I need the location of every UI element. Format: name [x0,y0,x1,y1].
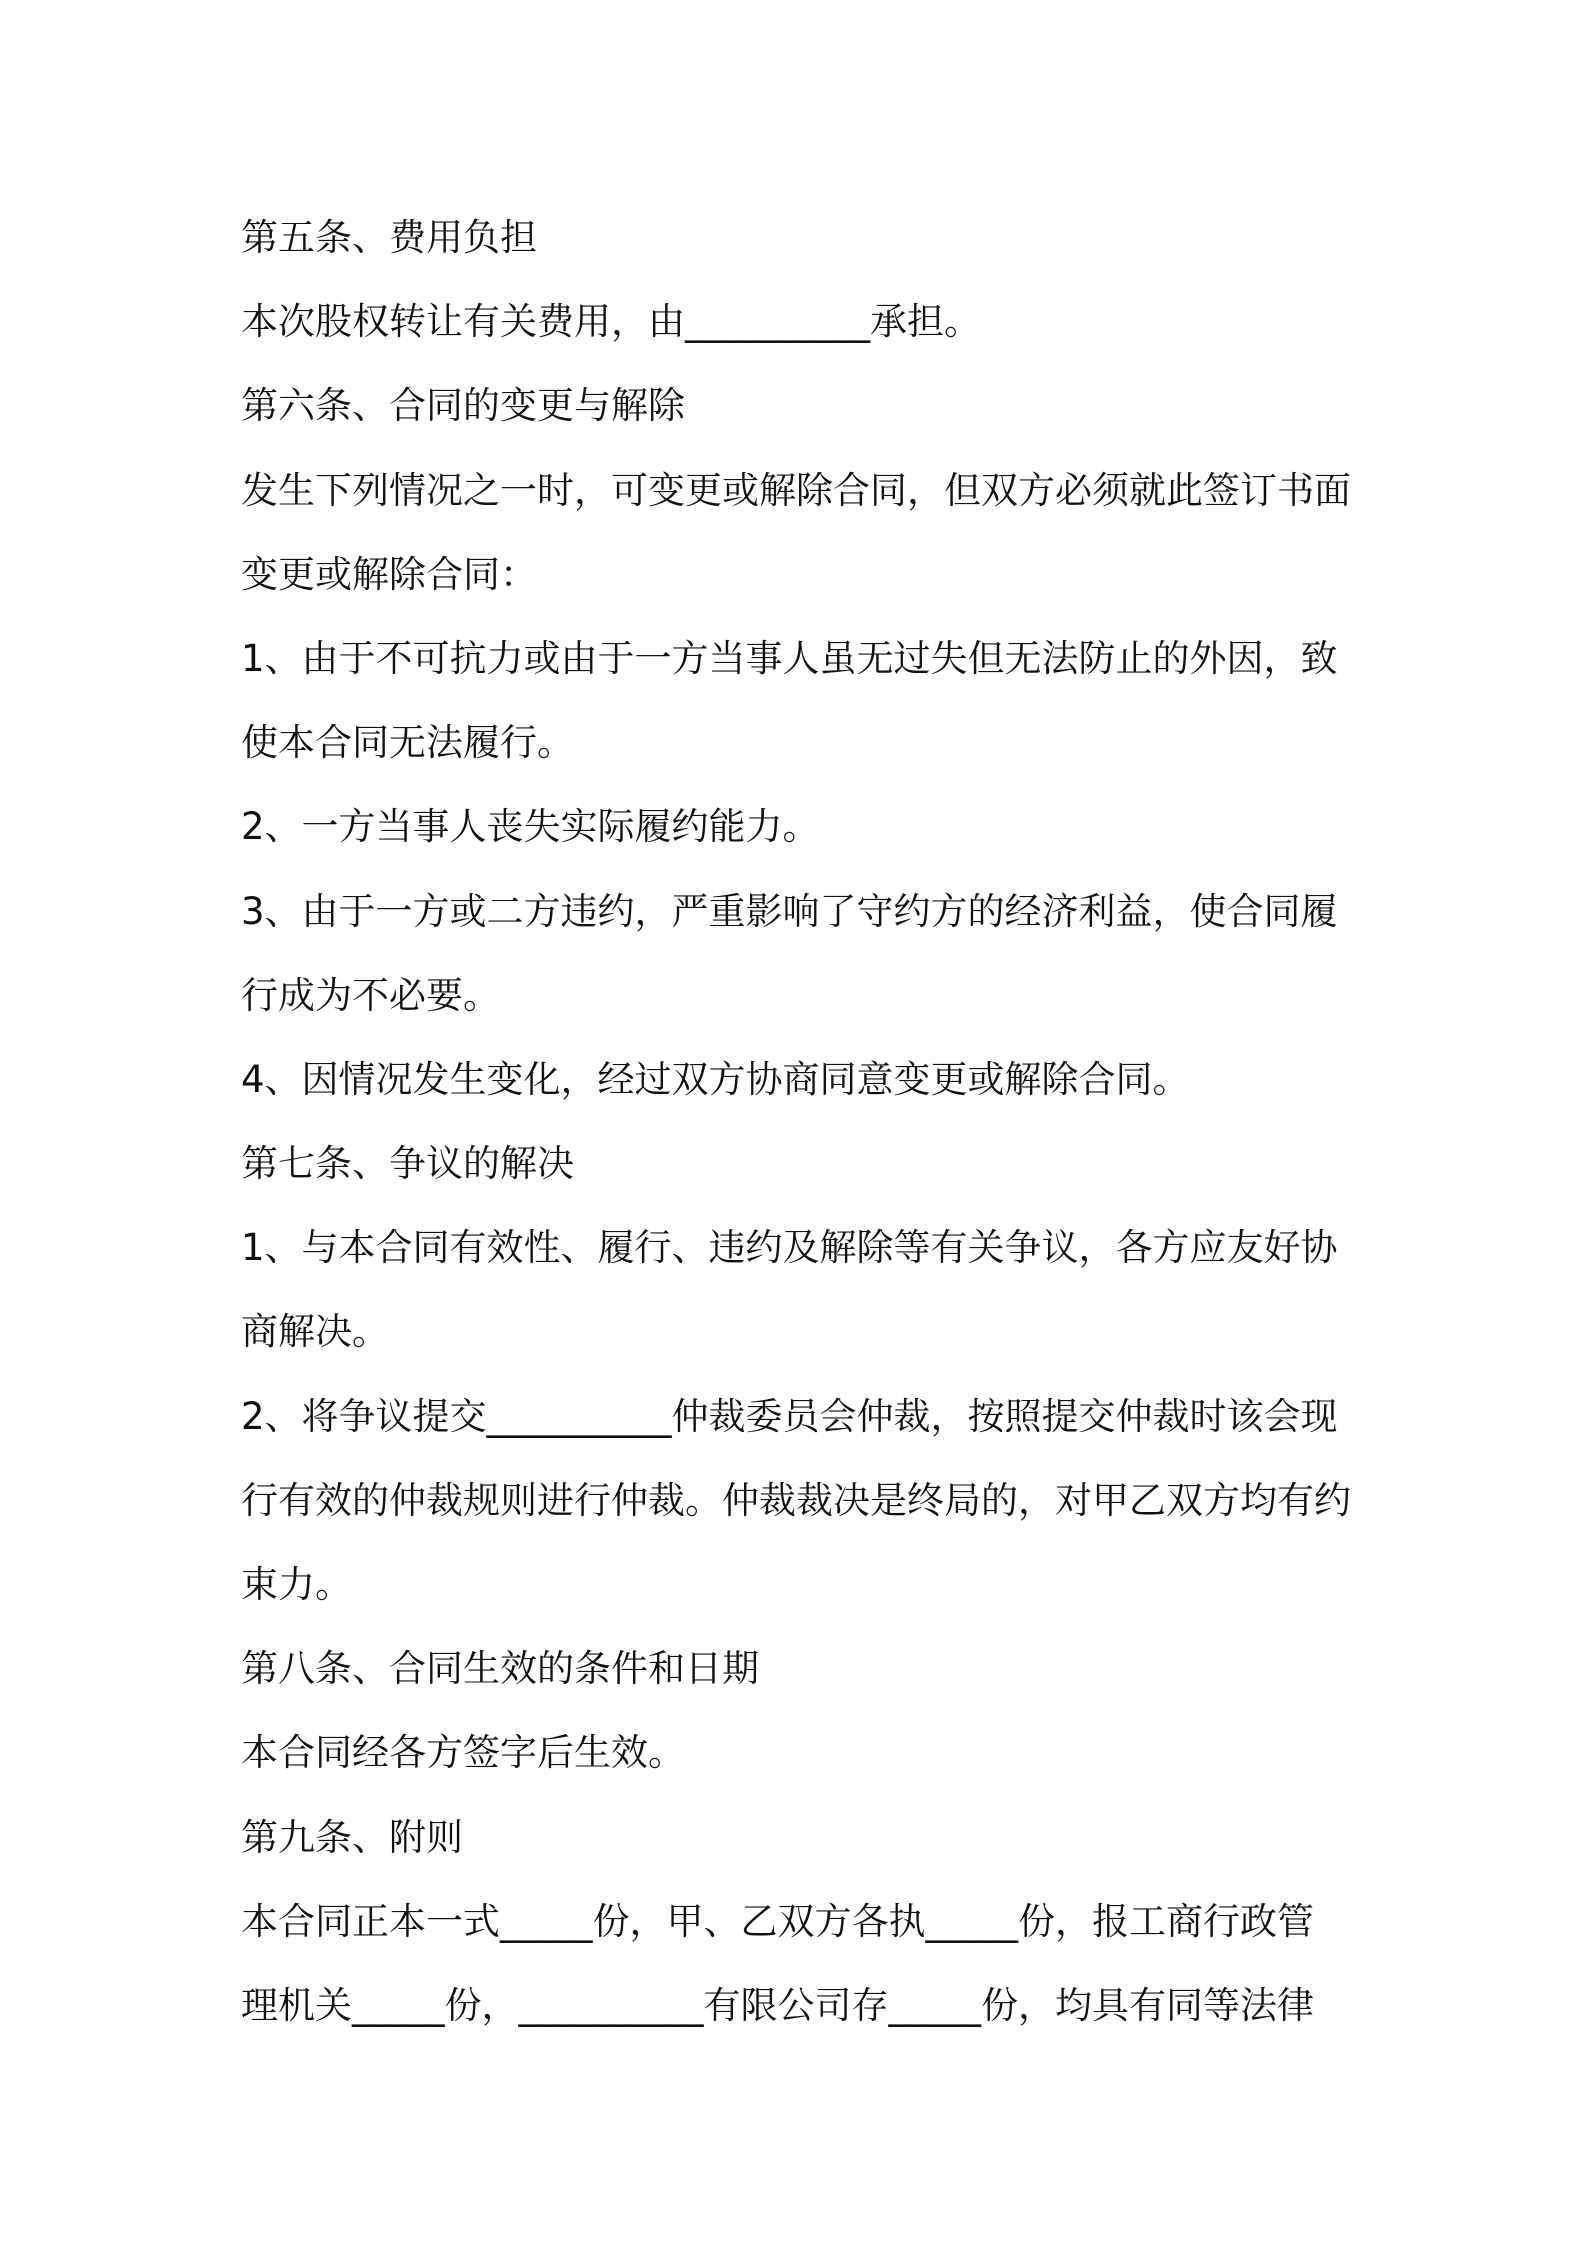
section-6-heading: 第六条、合同的变更与解除 [241,384,685,428]
paragraph-line: 本合同正本一式_____份，甲、乙双方各执_____份，报工商行政管 [241,1899,1314,1943]
paragraph-line: 束力。 [241,1563,352,1606]
paragraph-line: 理机关_____份，__________有限公司存_____份，均具有同等法律 [241,1983,1314,2027]
paragraph-line: 2、一方当事人丧失实际履约能力。 [241,805,820,849]
paragraph-line: 1、与本合同有效性、履行、违约及解除等有关争议，各方应友好协 [241,1226,1338,1270]
section-7-heading: 第七条、争议的解决 [241,1142,574,1186]
paragraph-line: 发生下列情况之一时，可变更或解除合同，但双方必须就此签订书面 [241,468,1351,512]
section-8-heading: 第八条、合同生效的条件和日期 [241,1647,759,1691]
paragraph-line: 3、由于一方或二方违约，严重影响了守约方的经济利益，使合同履 [241,889,1338,933]
paragraph-line: 行成为不必要。 [241,973,500,1017]
paragraph-line: 行有效的仲裁规则进行仲裁。仲裁裁决是终局的，对甲乙双方均有约 [241,1478,1351,1522]
paragraph-line: 使本合同无法履行。 [241,721,574,765]
paragraph-line: 变更或解除合同： [241,552,537,596]
paragraph-line: 2、将争议提交__________仲裁委员会仲裁，按照提交仲裁时该会现 [241,1394,1338,1438]
paragraph-line: 1、由于不可抗力或由于一方当事人虽无过失但无法防止的外因，致 [241,636,1338,680]
paragraph-line: 商解决。 [241,1310,389,1354]
section-9-heading: 第九条、附则 [241,1815,463,1859]
paragraph-line: 本次股权转让有关费用，由__________承担。 [241,300,981,344]
paragraph-line: 本合同经各方签字后生效。 [241,1731,685,1775]
document-body [241,196,1361,2048]
paragraph-line: 4、因情况发生变化，经过双方协商同意变更或解除合同。 [241,1057,1190,1101]
section-5-heading: 第五条、费用负担 [241,216,537,259]
